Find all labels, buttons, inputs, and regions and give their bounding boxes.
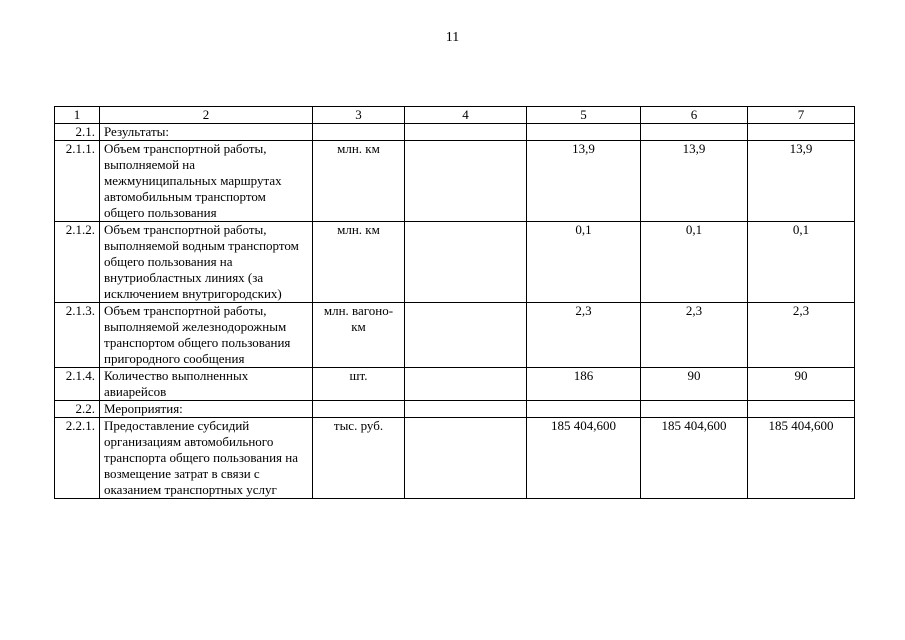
row-col7: 2,3 (748, 303, 855, 368)
row-number: 2.1. (55, 124, 100, 141)
row-col5: 185 404,600 (527, 418, 641, 499)
table-header-row (55, 107, 855, 124)
row-col4 (405, 124, 527, 141)
table-row (55, 141, 855, 222)
row-unit (313, 401, 405, 418)
row-col5: 13,9 (527, 141, 641, 222)
row-col4 (405, 368, 527, 401)
column-header: 3 (313, 107, 405, 124)
row-col7 (748, 401, 855, 418)
row-col5 (527, 124, 641, 141)
row-col6: 0,1 (641, 222, 748, 303)
row-unit: шт. (313, 368, 405, 401)
row-unit: млн. вагоно-км (313, 303, 405, 368)
row-name: Предоставление субсидий организациям автомобильного транспорта общего пользования на возмещение затрат в связи с оказанием транспортных услуг (100, 418, 313, 499)
row-unit: млн. км (313, 222, 405, 303)
row-col5: 0,1 (527, 222, 641, 303)
row-col4 (405, 303, 527, 368)
row-number: 2.1.1. (55, 141, 100, 222)
row-col6 (641, 124, 748, 141)
table-row (55, 418, 855, 499)
row-col7: 13,9 (748, 141, 855, 222)
row-name: Количество выполненных авиарейсов (100, 368, 313, 401)
table-row (55, 124, 855, 141)
row-col4 (405, 401, 527, 418)
row-col5: 186 (527, 368, 641, 401)
row-number: 2.1.4. (55, 368, 100, 401)
row-col7: 185 404,600 (748, 418, 855, 499)
row-col7: 0,1 (748, 222, 855, 303)
row-unit (313, 124, 405, 141)
row-number: 2.2. (55, 401, 100, 418)
column-header: 6 (641, 107, 748, 124)
row-number: 2.1.2. (55, 222, 100, 303)
page-number: 11 (445, 30, 460, 45)
row-col5 (527, 401, 641, 418)
row-unit: тыс. руб. (313, 418, 405, 499)
table-row (55, 303, 855, 368)
row-name: Объем транспортной работы, выполняемой железнодорожным транспортом общего пользования пригородного сообщения (100, 303, 313, 368)
column-header: 4 (405, 107, 527, 124)
row-col6 (641, 401, 748, 418)
table-row (55, 368, 855, 401)
column-header: 1 (55, 107, 100, 124)
row-col6: 90 (641, 368, 748, 401)
row-name: Объем транспортной работы, выполняемой на межмуниципальных маршрутах автомобильным транспортом общего пользования (100, 141, 313, 222)
row-name: Объем транспортной работы, выполняемой водным транспортом общего пользования на внутриобластных линиях (за исключением внутригородских) (100, 222, 313, 303)
table-row (55, 222, 855, 303)
row-col7: 90 (748, 368, 855, 401)
row-col4 (405, 141, 527, 222)
column-header: 5 (527, 107, 641, 124)
indicators-table (54, 106, 855, 499)
row-unit: млн. км (313, 141, 405, 222)
row-col7 (748, 124, 855, 141)
table-row (55, 401, 855, 418)
column-header: 2 (100, 107, 313, 124)
column-header: 7 (748, 107, 855, 124)
row-number: 2.2.1. (55, 418, 100, 499)
row-number: 2.1.3. (55, 303, 100, 368)
row-col4 (405, 222, 527, 303)
row-col4 (405, 418, 527, 499)
row-col6: 13,9 (641, 141, 748, 222)
row-col5: 2,3 (527, 303, 641, 368)
row-col6: 185 404,600 (641, 418, 748, 499)
row-col6: 2,3 (641, 303, 748, 368)
row-name: Результаты: (100, 124, 313, 141)
row-name: Мероприятия: (100, 401, 313, 418)
